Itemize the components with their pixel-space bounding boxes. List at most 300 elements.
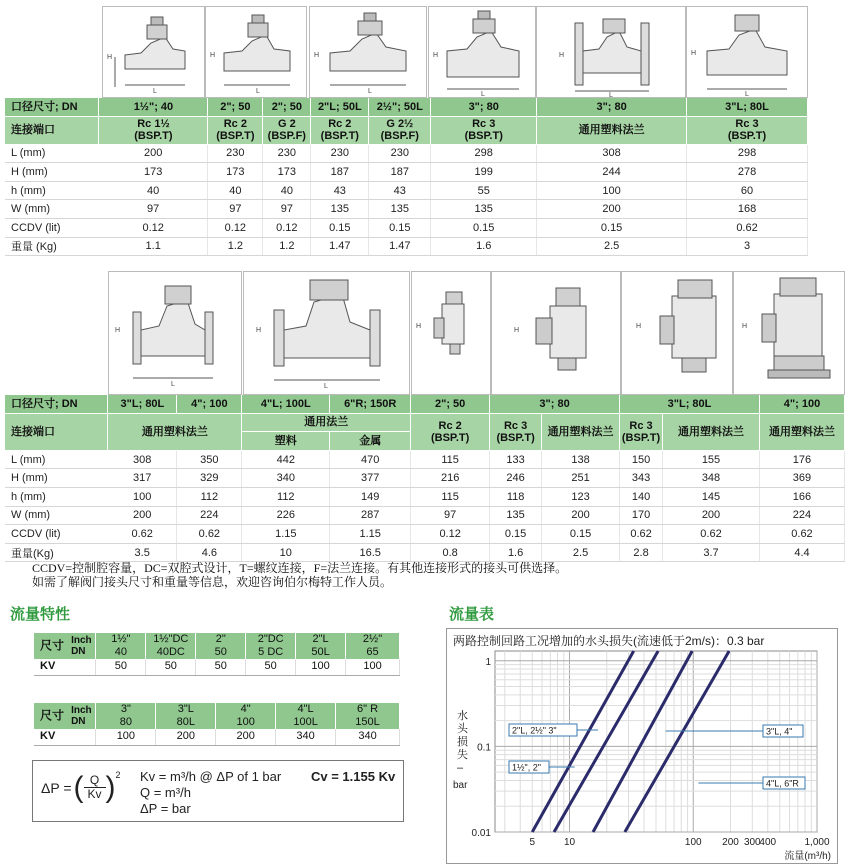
table-cell: 377 [330,469,411,488]
legend-label: 3"L, 4" [766,726,793,737]
row-label: W (mm) [5,506,108,525]
header-port-row [5,116,808,144]
table-cell: 97 [208,200,263,219]
dn-cell: 50L [296,646,346,659]
table-cell: 135 [490,506,542,525]
svg-text:H: H [742,323,748,330]
size-cell: 2"; 50 [208,98,263,116]
table-cell: 60 [687,181,808,200]
inch-cell: 4"L [276,703,336,716]
table-cell: 0.8 [411,543,490,562]
table-cell: 224 [177,506,242,525]
valve-diagram-2 [205,6,307,98]
legend-label: 4"L, 6"R [766,778,799,789]
svg-text:H: H [314,52,320,59]
valve-diagram-11 [621,271,733,395]
table-cell: 1.15 [242,525,330,544]
table-cell: 166 [759,487,844,506]
row-label: 重量(Kg) [5,543,108,562]
svg-text:L: L [745,91,749,97]
table-cell: 3.7 [663,543,760,562]
table-cell: 1.6 [431,237,537,256]
table-cell: 40 [263,181,311,200]
table-cell: 133 [490,450,542,469]
table-cell: 1.1 [99,237,208,256]
formula-exponent: 2 [115,770,121,780]
legend-label: 1½", 2" [512,762,541,773]
table-cell: 155 [663,450,760,469]
table-cell: 200 [99,144,208,163]
port-cell: Rc 3 (BSP.T) [687,116,808,144]
kv-cell: 50 [196,659,246,675]
formula-lhs: ΔP = [41,779,72,796]
port-cell: 通用塑料法兰 [663,413,760,450]
dn-cell: 5 DC [246,646,296,659]
table-cell: 173 [208,163,263,182]
valve-diagram-9 [411,271,491,395]
table-cell: 2.5 [537,237,687,256]
bottom-port-row [5,413,845,432]
table-cell: 470 [330,450,411,469]
valve-drawing [206,7,306,97]
inch-label: Inch [71,635,92,646]
table-cell: 343 [620,469,663,488]
kv-cell: 340 [336,729,400,745]
table-cell: 123 [542,487,620,506]
table-cell: 0.62 [663,525,760,544]
inch-cell: 1½" [96,633,146,646]
table-cell: 187 [369,163,431,182]
port-cell: Rc 3 (BSP.T) [620,413,663,450]
table-cell: 2.5 [542,543,620,562]
inch-cell: 3" [96,703,156,716]
kv-cell: 50 [146,659,196,675]
kv-table-2 [34,703,400,746]
valve-drawing [429,7,535,97]
note-line-1: CCDV=控制腔容量，DC=双腔式设计，T=螺纹连接，F=法兰连接。有其他连接形式的接头可供选择。 [32,561,568,575]
table-cell: 0.12 [99,218,208,237]
table-cell: 187 [311,163,369,182]
table-cell: 135 [311,200,369,219]
table-row [5,487,845,506]
table-row [5,163,808,182]
svg-text:L: L [324,383,328,390]
table-cell: 287 [330,506,411,525]
valve-drawing [622,272,732,394]
svg-text:H: H [115,327,121,334]
valve-diagram-12 [733,271,845,395]
inch-cell: 2" [196,633,246,646]
note-line-2: 如需了解阀门接头尺寸和重量等信息，欢迎咨询伯尔梅特工作人员。 [32,575,393,589]
valve-drawing [687,7,807,97]
dn-cell: 40 [96,646,146,659]
y-tick-label: 0.01 [471,828,491,839]
x-axis-label: 流量(m³/h) [784,851,831,862]
table-cell: 0.15 [369,218,431,237]
size-label: 尺寸 [40,708,65,723]
port-cell: 通用法兰 [242,413,411,432]
dn-cell: 150L [336,716,400,729]
svg-text:L: L [481,91,485,97]
port-cell: Rc 2 (BSP.T) [208,116,263,144]
table-cell: 97 [263,200,311,219]
svg-text:H: H [636,323,642,330]
valve-diagram-7 [108,271,242,395]
valve-drawing [310,7,426,97]
port-cell: Rc 2 (BSP.T) [311,116,369,144]
notes [32,561,832,589]
table-cell: 100 [108,487,177,506]
table-cell: 176 [759,450,844,469]
table-cell: 1.47 [311,237,369,256]
table-cell: 135 [369,200,431,219]
size-dn-cell [34,633,96,659]
flow-characteristics-title: 流量特性 [10,606,71,623]
table-cell: 298 [431,144,537,163]
inch-cell: 2"L [296,633,346,646]
size-cell: 4"; 100 [177,395,242,413]
inch-cell: 1½"DC [146,633,196,646]
kv-cell: 100 [296,659,346,675]
flow-chart-title: 流量表 [449,606,495,623]
size-cell: 4"L; 100L [242,395,330,413]
table-cell: 97 [411,506,490,525]
table-cell: 0.15 [311,218,369,237]
table-cell: 138 [542,450,620,469]
size-cell: 3"L; 80L [620,395,760,413]
dn-cell: 80L [156,716,216,729]
table-cell: 135 [431,200,537,219]
svg-text:H: H [416,323,422,330]
port-cell: 通用塑料法兰 [108,413,242,450]
kv-values-row [34,729,400,745]
table-cell: 0.62 [759,525,844,544]
port-label: 连接端口 [5,413,108,450]
valve-diagram-5 [536,6,686,98]
row-label: W (mm) [5,200,99,219]
table-cell: 200 [663,506,760,525]
svg-text:H: H [210,52,216,59]
table-cell: 0.15 [537,218,687,237]
top-spec-table [5,98,808,256]
dn-cell: 80 [96,716,156,729]
table-cell: 200 [542,506,620,525]
table-row [5,525,845,544]
table-cell: 10 [242,543,330,562]
size-label: 口径尺寸; DN [5,98,99,116]
row-label: H (mm) [5,469,108,488]
svg-text:H: H [514,327,520,334]
flow-chart [447,629,837,863]
table-cell: 4.4 [759,543,844,562]
table-cell: 1.2 [208,237,263,256]
table-cell: 43 [369,181,431,200]
port-cell: G 2 (BSP.F) [263,116,311,144]
table-cell: 199 [431,163,537,182]
size-cell: 3"; 80 [490,395,620,413]
table-cell: 115 [411,450,490,469]
formula-box [32,760,404,822]
port-cell: 通用塑料法兰 [542,413,620,450]
port-cell: G 2½ (BSP.F) [369,116,431,144]
valve-diagram-1 [102,6,205,98]
size-cell: 3"; 80 [431,98,537,116]
table-cell: 244 [537,163,687,182]
table-cell: 170 [620,506,663,525]
kv-cell: 340 [276,729,336,745]
row-label: 重量 (Kg) [5,237,99,256]
table-cell: 2.8 [620,543,663,562]
kv-cell: 100 [346,659,400,675]
delta-p-formula: ΔP = ( Q Kv ) $^2$ [41,770,121,804]
table-cell: 173 [263,163,311,182]
table-cell: 0.62 [108,525,177,544]
valve-drawing [492,272,620,394]
kv-cell: 200 [156,729,216,745]
x-tick-label: 400 [759,837,777,848]
table-cell: 40 [99,181,208,200]
inch-label: Inch [71,705,92,716]
dn-label: DN [71,716,86,727]
kv-cell: 50 [246,659,296,675]
material-metal: 金属 [330,432,411,451]
svg-text:L: L [153,88,157,95]
table-row [5,181,808,200]
kv-inch-row [34,703,400,716]
svg-text:H: H [559,52,565,59]
formula-cv: Cv = 1.155 Kv [311,769,396,784]
dn-cell: 100L [276,716,336,729]
y-tick-label: 1 [485,656,491,668]
size-cell: 6"R; 150R [330,395,411,413]
table-cell: 278 [687,163,808,182]
valve-diagram-8 [243,271,410,395]
port-label: 连接端口 [5,116,99,144]
svg-text:H: H [107,54,113,61]
table-cell: 0.62 [687,218,808,237]
table-cell: 112 [242,487,330,506]
table-cell: 115 [411,487,490,506]
valve-drawing [537,7,685,97]
port-cell: Rc 1½ (BSP.T) [99,116,208,144]
table-cell: 149 [330,487,411,506]
inch-cell: 4" [216,703,276,716]
row-label: CCDV (lit) [5,525,108,544]
table-cell: 200 [108,506,177,525]
row-label: h (mm) [5,487,108,506]
table-cell: 173 [99,163,208,182]
svg-text:L: L [171,381,175,388]
table-cell: 0.15 [431,218,537,237]
header-size-row [5,98,808,116]
svg-text:L: L [368,88,372,95]
table-cell: 308 [108,450,177,469]
table-cell: 0.62 [177,525,242,544]
table-cell: 55 [431,181,537,200]
inch-cell: 6" R [336,703,400,716]
table-cell: 230 [369,144,431,163]
table-cell: 350 [177,450,242,469]
valve-drawing [734,272,844,394]
table-cell: 0.15 [542,525,620,544]
table-cell: 216 [411,469,490,488]
table-cell: 1.47 [369,237,431,256]
table-cell: 348 [663,469,760,488]
row-label: h (mm) [5,181,99,200]
row-label: CCDV (lit) [5,218,99,237]
table-cell: 168 [687,200,808,219]
material-plastic: 塑料 [242,432,330,451]
dn-cell: 65 [346,646,400,659]
formula-denominator: Kv [87,787,102,801]
table-cell: 16.5 [330,543,411,562]
x-tick-label: 200 [722,837,739,848]
table-cell: 97 [99,200,208,219]
svg-text:H: H [433,52,439,59]
size-cell: 2½"; 50L [369,98,431,116]
table-cell: 226 [242,506,330,525]
size-cell: 2"; 50 [411,395,490,413]
table-row [5,218,808,237]
table-cell: 308 [537,144,687,163]
x-tick-label: 1,000 [804,837,830,848]
table-cell: 1.6 [490,543,542,562]
table-cell: 118 [490,487,542,506]
table-cell: 112 [177,487,242,506]
port-cell: 通用塑料法兰 [759,413,844,450]
table-cell: 230 [263,144,311,163]
table-cell: 340 [242,469,330,488]
table-cell: 442 [242,450,330,469]
table-cell: 140 [620,487,663,506]
size-cell: 1½"; 40 [99,98,208,116]
row-label: H (mm) [5,163,99,182]
table-cell: 40 [208,181,263,200]
svg-text:H: H [256,327,262,334]
dn-cell: 100 [216,716,276,729]
flow-chart-header: 两路控制回路工况增加的水头损失(流速低于2m/s)：0.3 bar [453,634,765,648]
inch-cell: 2½" [346,633,400,646]
flow-chart-panel [446,628,838,864]
size-label: 尺寸 [40,638,65,653]
size-cell: 4"; 100 [759,395,844,413]
valve-drawing [109,272,241,394]
table-cell: 230 [311,144,369,163]
inch-cell: 3"L [156,703,216,716]
svg-text:H: H [691,50,697,57]
size-cell: 2"; 50 [263,98,311,116]
formula-numerator: Q [89,773,100,787]
bottom-table-body [5,450,845,562]
kv-cell: 200 [216,729,276,745]
kv-cell: 50 [96,659,146,675]
y-tick-label: 0.1 [477,742,491,754]
y-axis-label: 水头损失– bar [453,710,468,791]
valve-drawing [103,7,204,97]
table-cell: 329 [177,469,242,488]
size-cell: 3"L; 80L [687,98,808,116]
table-cell: 4.6 [177,543,242,562]
table-cell: 369 [759,469,844,488]
table-cell: 150 [620,450,663,469]
bottom-spec-table [5,395,845,562]
row-label: L (mm) [5,144,99,163]
kv-inch-row [34,633,400,646]
legend-label: 2"L, 2½" 3" [512,725,557,736]
table-cell: 317 [108,469,177,488]
dn-cell: 40DC [146,646,196,659]
dn-label: DN [71,646,86,657]
table-row [5,237,808,256]
valve-diagram-3 [309,6,427,98]
kv-table-1 [34,633,400,676]
size-cell: 3"L; 80L [108,395,177,413]
size-cell: 2"L; 50L [311,98,369,116]
port-cell: 通用塑料法兰 [537,116,687,144]
table-cell: 0.12 [208,218,263,237]
svg-text:L: L [256,88,260,95]
table-row [5,506,845,525]
table-cell: 298 [687,144,808,163]
row-label: L (mm) [5,450,108,469]
valve-diagram-6 [686,6,808,98]
formula-line-3: ΔP = bar [140,801,191,816]
top-table-body [5,144,808,256]
valve-drawing [412,272,490,394]
table-row [5,469,845,488]
table-row [5,200,808,219]
table-cell: 251 [542,469,620,488]
table-cell: 230 [208,144,263,163]
kv-cell: 100 [96,729,156,745]
table-row [5,144,808,163]
table-cell: 0.12 [411,525,490,544]
table-cell: 100 [537,181,687,200]
table-cell: 145 [663,487,760,506]
table-cell: 224 [759,506,844,525]
port-cell: Rc 3 (BSP.T) [431,116,537,144]
kv-label: KV [34,659,96,675]
x-tick-label: 100 [684,837,702,848]
port-cell: Rc 3 (BSP.T) [490,413,542,450]
table-cell: 0.15 [490,525,542,544]
table-row [5,543,845,562]
size-dn-cell [34,703,96,729]
table-cell: 0.62 [620,525,663,544]
valve-diagram-10 [491,271,621,395]
formula-line-1: Kv = m³/h @ ΔP of 1 bar [140,769,282,784]
size-label: 口径尺寸; DN [5,395,108,413]
valve-diagram-4 [428,6,536,98]
dn-cell: 50 [196,646,246,659]
kv-label: KV [34,729,96,745]
table-cell: 1.2 [263,237,311,256]
x-tick-label: 300 [743,837,761,848]
inch-cell: 2"DC [246,633,296,646]
table-cell: 3 [687,237,808,256]
table-row [5,450,845,469]
formula-line-2: Q = m³/h [140,785,191,800]
table-cell: 1.15 [330,525,411,544]
x-tick-label: 10 [563,837,576,848]
valve-drawing [244,272,409,394]
kv-values-row [34,659,400,675]
svg-text:L: L [609,92,613,97]
bottom-size-row [5,395,845,413]
table-cell: 200 [537,200,687,219]
x-tick-label: 5 [529,837,536,848]
size-cell: 3"; 80 [537,98,687,116]
